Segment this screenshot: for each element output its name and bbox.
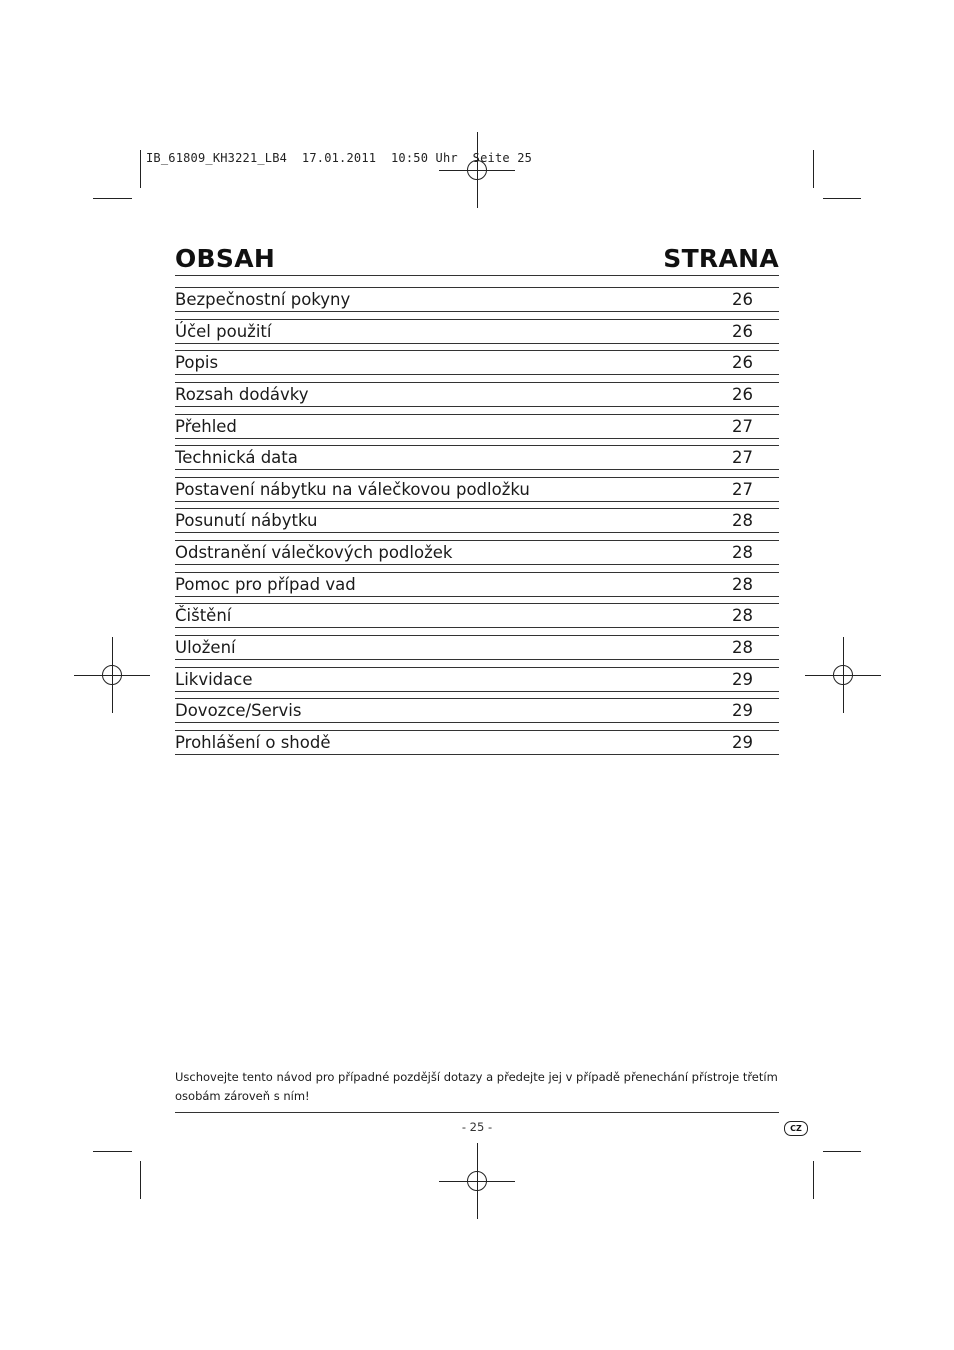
crop-mark [823, 198, 861, 199]
toc-entry[interactable] [175, 287, 779, 312]
toc-entry-page: 29 [732, 732, 753, 752]
toc-entry-title: Technická data [175, 448, 298, 468]
toc-entry[interactable] [175, 730, 779, 755]
toc-entry[interactable] [175, 477, 779, 502]
toc-heading-contents: OBSAH [175, 244, 276, 273]
toc-entry-page: 26 [732, 290, 753, 309]
toc-heading-page: STRANA [663, 244, 779, 273]
toc-entry[interactable] [175, 667, 779, 692]
crop-mark [813, 1161, 814, 1199]
toc-entry-page: 26 [732, 353, 753, 373]
page-number: - 25 - [461, 1120, 493, 1134]
toc-entry[interactable] [175, 635, 779, 660]
toc-entry-title: Postavení nábytku na válečkovou podložku [175, 479, 530, 499]
toc-entry-page: 28 [732, 606, 753, 626]
crop-mark [823, 1151, 861, 1152]
toc-entry-title: Odstranění válečkových podložek [175, 543, 453, 563]
toc-entry-title: Uložení [175, 638, 236, 658]
language-badge: CZ [784, 1121, 808, 1136]
toc-entry[interactable] [175, 540, 779, 565]
toc-entry-title: Posunutí nábytku [175, 511, 318, 531]
toc-entry[interactable] [175, 350, 779, 375]
storage-note: Uschovejte tento návod pro případné pozdější dotazy a předejte jej v případě přenechání přístroje třetím osobám zároveň s ním! [175, 1070, 778, 1103]
toc-entry-page: 26 [732, 321, 753, 341]
toc-entry-page: 27 [732, 479, 753, 499]
toc-entry-page: 28 [732, 543, 753, 563]
registration-mark-bottom [439, 1143, 515, 1219]
toc-entry[interactable] [175, 445, 779, 470]
toc-entry-page: 29 [732, 701, 753, 721]
toc-entry[interactable] [175, 414, 779, 439]
toc-entry-title: Pomoc pro případ vad [175, 574, 356, 594]
toc-entry-page: 29 [732, 669, 753, 689]
crop-mark [813, 150, 814, 188]
toc-entry-title: Čištění [175, 606, 232, 626]
print-slug: IB_61809_KH3221_LB4 17.01.2011 10:50 Uhr Seite 25 [146, 151, 533, 165]
registration-mark-left [74, 637, 150, 713]
crop-mark [140, 150, 141, 188]
toc-entry-page: 27 [732, 448, 753, 468]
crop-mark [93, 1151, 132, 1152]
toc-entry[interactable] [175, 698, 779, 723]
toc-entry-title: Popis [175, 353, 219, 373]
toc-entry-title: Bezpečnostní pokyny [175, 290, 351, 309]
footer-divider [175, 1112, 779, 1113]
toc-entry-page: 28 [732, 574, 753, 594]
toc-entry-title: Přehled [175, 416, 237, 436]
toc-entry[interactable] [175, 603, 779, 628]
table-of-contents [175, 287, 779, 762]
toc-heading [175, 243, 779, 276]
toc-entry-title: Dovozce/Servis [175, 701, 302, 721]
toc-entry-page: 26 [732, 384, 753, 404]
toc-entry-title: Rozsah dodávky [175, 384, 309, 404]
toc-entry-title: Prohlášení o shodě [175, 732, 331, 752]
toc-entry[interactable] [175, 508, 779, 533]
toc-entry-title: Likvidace [175, 669, 253, 689]
crop-mark [93, 198, 132, 199]
toc-entry-page: 28 [732, 511, 753, 531]
crop-mark [140, 1161, 141, 1199]
registration-mark-right [805, 637, 881, 713]
toc-entry[interactable] [175, 319, 779, 344]
toc-entry-page: 27 [732, 416, 753, 436]
toc-entry-page: 28 [732, 638, 753, 658]
toc-entry-title: Účel použití [175, 321, 272, 341]
toc-entry[interactable] [175, 382, 779, 407]
toc-entry[interactable] [175, 572, 779, 597]
registration-mark-top [439, 132, 515, 208]
